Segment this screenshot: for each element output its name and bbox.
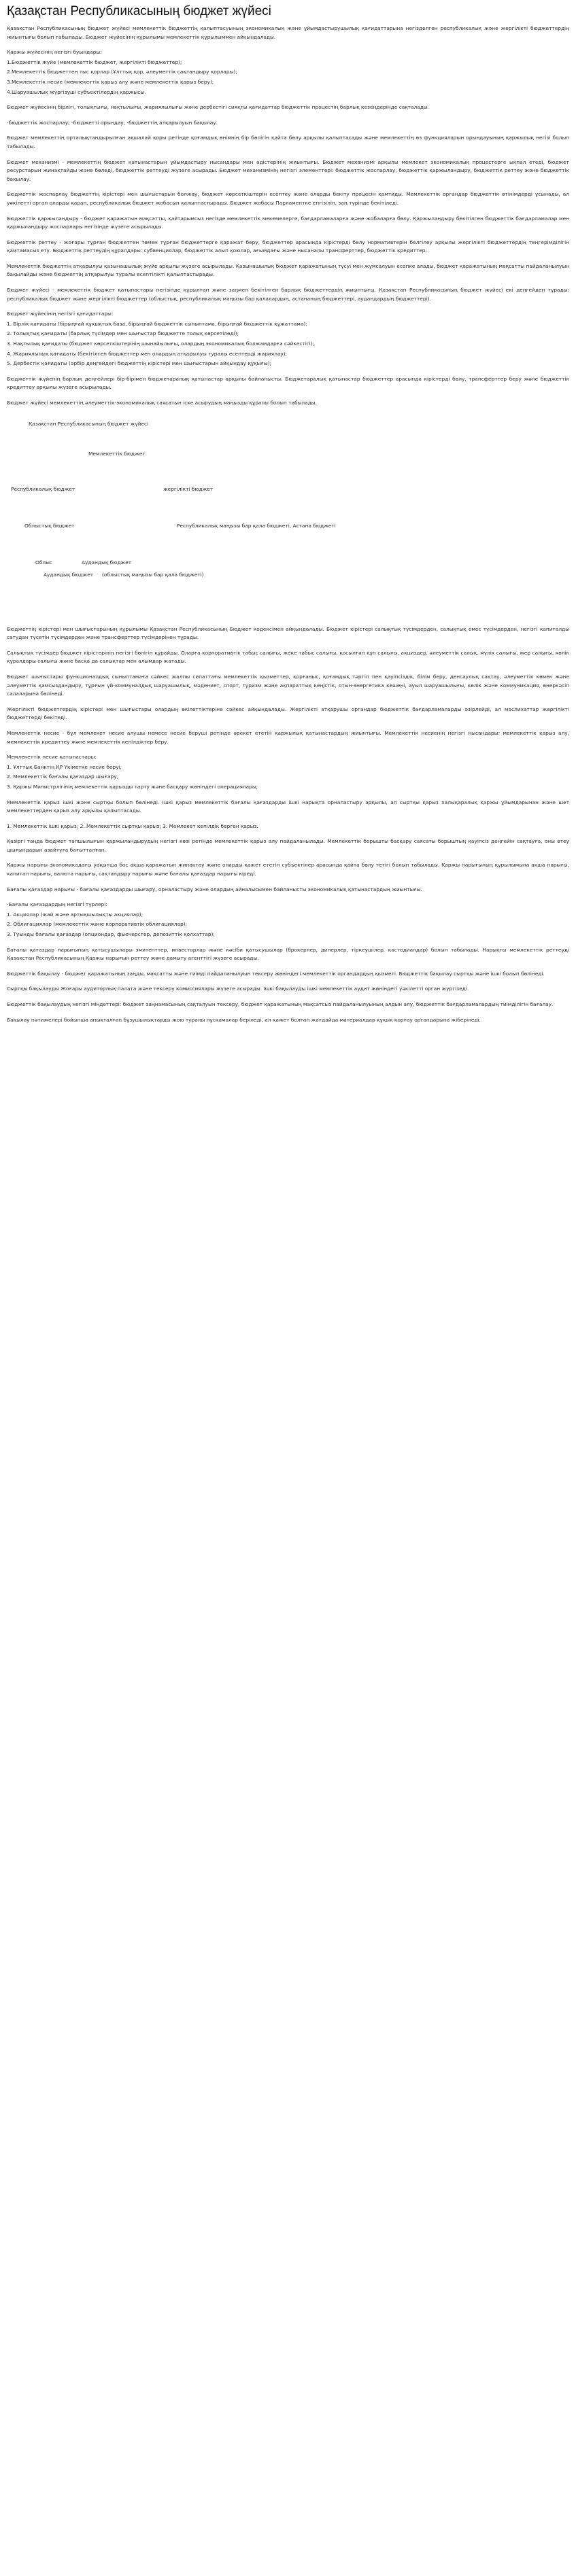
paragraph: Бюджет мемлекеттің орталықтандырылған ақшалай қоры ретінде қоғамдық өнімнің бір бөлігін қайта бөлу арқылы қалыптасады және мемлекеттің өз функцияларын орындауының қаржылық негізі болып табылады. bbox=[7, 135, 569, 150]
paragraph: Бюджеттік бақылау - бюджет қаражатының заңды, мақсатты және тиімді пайдаланылуын тексеру жөніндегі мемлекеттік органдардың қызметі. Бюджеттік бақылау сыртқы және ішкі болып бөлінеді. bbox=[7, 970, 545, 977]
list-item: 2. Облигациялар (мемлекеттік және корпоративтік облигациялар); bbox=[7, 921, 188, 928]
list-item: 3.Мемлекеттік несие (мемлекеттік қарыз алу және мемлекеттік қарыз беру); bbox=[7, 78, 214, 85]
paragraph: Бюджеттің кірістері мен шығыстарының құрылымы Қазақстан Республикасының Бюджет кодексімен айқындалады. Бюджет кірістері салықтық түсімдерден, салықтық емес түсімдерден, негізгі капиталды сатудан түсетін түсімдерден және трансферттер түсімдерінен тұрады. bbox=[7, 625, 569, 641]
list-item: 3. Қаржы Министрлігінің мемлекеттік қарызды тарту және басқару жөніндегі операциялары; bbox=[7, 783, 258, 790]
revenues-expenditures-section bbox=[7, 625, 569, 723]
paragraph: Қазақстан Республикасының бюджет жүйесі мемлекеттік бюджеттің қалыптасуының экономикалық және ұйымдастырушылық қағидаттарына негізделген республикалық және жергілікті бюджеттердің жиынтығы болып табылады. Бюджет жүйесінің құрылымы мемлекеттік құрылыммен айқындалады. bbox=[7, 25, 569, 40]
diagram-oblast-label: Облыстық бюджет bbox=[24, 522, 75, 529]
list-item: 4.Шаруашылық жүргізуші субъектілердің қаржысы. bbox=[7, 88, 146, 95]
paragraph: -бюджеттік жоспарлау; -бюджетті орындау; -бюджеттің атқарылуын бақылау. bbox=[7, 119, 218, 126]
page-title: Қазақстан Республикасының бюджет жүйесі bbox=[7, 4, 271, 18]
paragraph: Бақылау нәтижелері бойынша анықталған бұзушылықтарды жою туралы нұсқамалар беріледі, ал қажет болған жағдайда материалдар құқық қорғау органдарына жіберіледі. bbox=[7, 1016, 481, 1023]
list-item: 5. Дербестік қағидаты (әрбір деңгейдегі бюджеттің кірістері мен шығыстарын айқындау құқығы); bbox=[7, 360, 272, 367]
diagram-cities-label: Республикалық маңызы бар қала бюджеті, Астана бюджеті bbox=[177, 522, 336, 529]
paragraph: Мемлекеттік несие қатынастары: bbox=[7, 754, 97, 761]
paragraph: Бюджеттік реттеу - жоғары тұрған бюджеттен төмен тұрған бюджеттерге қаражат беру, бюджеттер арасында кірістерді бөлу нормативтерін белгілеу арқылы жергілікті бюджеттердің теңгерімділігін қамтамасыз ету. Бюджеттік реттеудің құралдары: субвенциялар, бюджеттік алып қоюлар, ағымдағы және нысаналы трансферттер, бюджеттік кредиттер. bbox=[7, 239, 569, 254]
list-item: 1. Бірлік қағидаты (бірыңғай құқықтық база, бірыңғай бюджеттік сыныптама, бірыңғай бюджеттік құжаттама); bbox=[7, 320, 307, 327]
paragraph: Қазіргі таңда бюджет тапшылығын қаржыландырудың негізгі көзі ретінде мемлекеттік қарыз алу пайдаланылады. Мемлекеттік борышты басқару саясаты борыштың қауіпсіз деңгейін сақтауға, оны өтеу шығындарын азайтуға бағытталған. bbox=[7, 838, 569, 853]
diagram-district2-label: Аудандық бюджет bbox=[82, 559, 132, 565]
list-item: 3. Нақтылық қағидаты (бюджет көрсеткіштерінің шынайылығы, олардың экономикалық болжамдарға сәйкестігі); bbox=[7, 341, 315, 347]
budget-structure-diagram bbox=[7, 415, 569, 619]
budget-system-section bbox=[7, 286, 569, 408]
state-credit-section bbox=[7, 729, 569, 855]
diagram-district-sub-label: (облыстық маңызы бар қала бюджеті) bbox=[102, 571, 204, 578]
document-page bbox=[0, 0, 576, 1024]
paragraph: Сыртқы бақылауды Жоғары аудиторлық палата және тексеру комиссиялары жүзеге асырады. Ішкі бақылауды ішкі мемлекеттік аудит жөніндегі уәкілетті орган жүргізеді. bbox=[7, 986, 469, 992]
paragraph: 1. Мемлекеттік ішкі қарыз; 2. Мемлекеттік сыртқы қарыз; 3. Мемлекет кепілдік берген қарыз. bbox=[7, 822, 258, 829]
paragraph: Мемлекеттік қарыз ішкі және сыртқы болып бөлінеді. Ішкі қарыз мемлекеттік бағалы қағаздарды ішкі нарықта орналастыру арқылы, ал сыртқы қарыз халықаралық қаржы ұйымдарынан және шет мемлекеттерден қарыз алу арқылы қалыптасады. bbox=[7, 799, 569, 814]
paragraph: Мемлекеттік несие - бұл мемлекет несие алушы немесе несие беруші ретінде әрекет ететін қаржылық қатынастардың жиынтығы. Мемлекеттік несиенің негізгі нысандары: мемлекеттік қарыз алу, мемлекеттік кредиттеу және мемлекеттік кепілдіктер беру. bbox=[7, 729, 569, 745]
diagram-top-label: Қазақстан Республикасының бюджет жүйесі bbox=[29, 420, 149, 427]
paragraph: Бюджет жүйесі - мемлекеттік бюджет қатынастары негізінде құрылған және заңмен бекітілген барлық бюджеттердің жиынтығы. Қазақстан Республикасының бюджет жүйесі екі деңгейден тұрады: республикалық бюджет және жергілікті бюджеттер (облыстық, республикалық маңызы бар қалалардың, астананың бюджеттері, аудандардың бюджеттері). bbox=[7, 287, 569, 302]
budget-control-section bbox=[7, 970, 569, 1024]
paragraph: Салықтық түсімдер бюджет кірістерінің негізгі бөлігін құрайды. Оларға корпоративтік табыс салығы, жеке табыс салығы, қосылған құн салығы, акциздер, әлеуметтік салық, мүлік салығы, жер салығы, көлік құралдары салығы және басқа да салықтар мен алымдар жатады. bbox=[7, 649, 569, 665]
list-item: 1. Ұлттық Банктің ҚР Үкіметке несие беруі; bbox=[7, 763, 122, 770]
paragraph: Бюджеттік бақылаудың негізгі міндеттері: бюджет заңнамасының сақталуын тексеру, бюджет қаражатының мақсатсыз пайдаланылуының алдын алу, бюджеттік бағдарламалардың тиімділігін бағалау. bbox=[7, 1001, 554, 1007]
paragraph: Жергілікті бюджеттердің кірістері мен шығыстары олардың өкілеттіктеріне сәйкес айқындалады. Жергілікті атқарушы органдар бюджеттік бағдарламаларды әзірлейді, ал мәслихаттар жергілікті бюджеттерді бекітеді. bbox=[7, 706, 569, 721]
diagram-republican-label: Республикалық бюджет bbox=[11, 485, 75, 492]
paragraph: Бюджет механизмі - мемлекеттің бюджет қатынастарын ұйымдастыру нысандары мен әдістерінің жиынтығы. Бюджет механизмі арқылы мемлекет экономикалық процестерге ықпал етеді, бюджет ресурстарын жинақтайды және бөледі, бюджеттік реттеуді жүзеге асырады. Бюджет механизмінің негізгі элементтері: бюджеттік жоспарлау, бюджеттік қаржыландыру, бюджеттік реттеу және бюджеттік бақылау. bbox=[7, 158, 569, 182]
list-item: 4. Жариялылық қағидаты (бекітілген бюджеттер мен олардың атқарылуы туралы есептерді жариялау); bbox=[7, 350, 288, 357]
list-item: 1. Акциялар (жай және артықшылықты акциялар); bbox=[7, 911, 143, 918]
intro-section bbox=[7, 24, 569, 152]
paragraph: Бюджет шығыстары функционалдық сыныптамаға сәйкес жалпы сипаттағы мемлекеттік қызметтер, қорғаныс, қоғамдық тәртіп пен қауіпсіздік, білім беру, денсаулық сақтау, әлеуметтік көмек және әлеуметтік қамсыздандыру, тұрғын үй-коммуналдық шаруашылық, мәдениет, спорт, туризм және ақпараттық кеңістік, отын-энергетика кешені, ауыл шаруашылығы, көлік және коммуникация, өнеркәсіп салаларына бөлінеді. bbox=[7, 673, 569, 697]
diagram-local-label: жергілікті бюджет bbox=[163, 485, 214, 492]
list-item: 3. Туынды бағалы қағаздар (опциондар, фьючерстер, депозиттік қолхаттар); bbox=[7, 931, 215, 938]
list-item: 2. Толықтық қағидаты (барлық түсімдер мен шығыстар бюджетте толық көрсетіледі); bbox=[7, 330, 239, 337]
paragraph: Бюджеттік қаржыландыру - бюджет қаражатын мақсатты, қайтарымсыз негізде мемлекеттік мекемелерге, бағдарламаларға және жобаларға бөлу. Қаржыландыру бекітілген бюджеттік бағдарламалар мен қаржыландыру жоспарлары негізінде жүзеге асырылады. bbox=[7, 215, 569, 230]
list-item: 2. Мемлекеттік бағалы қағаздар шығару; bbox=[7, 773, 119, 780]
paragraph: Бюджеттік жүйенің барлық деңгейлері бір-бірімен бюджетаралық қатынастар арқылы байланысты. Бюджетаралық қатынастар бюджеттер арасында кірістерді бөлу, трансферттер беру және бюджеттік кредиттеу арқылы жүзеге асырылады. bbox=[7, 375, 569, 391]
document-body bbox=[7, 24, 569, 1024]
paragraph: Мемлекеттік бюджеттің атқарылуы қазынашылық жүйе арқылы жүзеге асырылады. Қазынашылық бюджет қаражатының түсуі мен жұмсалуын есепке алады, бюджет қаражатының мақсатты пайдаланылуын бақылайды және бюджеттің атқарылуы туралы есептілікті қалыптастырады. bbox=[7, 262, 569, 278]
financial-market-section bbox=[7, 861, 569, 962]
budget-mechanism-section bbox=[7, 158, 569, 280]
list-item: 1.Бюджеттік жүйе (мемлекеттік бюджет, жергілікті бюджеттер); bbox=[7, 58, 182, 65]
paragraph: Бюджет жүйесінің негізгі қағидаттары: bbox=[7, 311, 114, 317]
paragraph: Қаржы нарығы экономикадағы уақытша бос ақша қаражатын жинақтау және оларды қажет ететін субъектілер арасында қайта бөлу тетігі болып табылады. Қаржы нарығының құрылымына ақша нарығы, капитал нарығы, валюта нарығы, сақтандыру нарығы және бағалы қағаздар нарығы кіреді. bbox=[7, 862, 569, 877]
paragraph: Бағалы қағаздар нарығы - бағалы қағаздарды шығару, орналастыру және олардың айналысымен байланысты экономикалық қатынастардың жиынтығы. bbox=[7, 886, 422, 892]
paragraph: Қаржы жүйесінің негізгі буындары: bbox=[7, 49, 102, 56]
paragraph: Бюджеттік жоспарлау бюджеттің кірістері мен шығыстарын болжау, бюджет көрсеткіштерін есептеу және оларды бекіту процесін қамтиды. Мемлекеттік органдар бюджеттік өтінімдерді ұсынады, ал уәкілетті орган оларды қарап, республикалық бюджет жобасын қалыптастырады. Бюджет жобасы Парламентке енгізіліп, заң түрінде бекітіледі. bbox=[7, 191, 569, 206]
diagram-district-label: Аудандық бюджет bbox=[44, 571, 94, 578]
paragraph: Бюджет жүйесі мемлекеттің әлеуметтік-экономикалық саясатын іске асырудың маңызды құралы болып табылады. bbox=[7, 400, 317, 406]
paragraph: Бюджет жүйесінің бірлігі, толықтығы, нақтылығы, жариялылығы және дербестігі сияқты қағидаттар бюджеттік процестің барлық кезеңдерінде сақталады. bbox=[7, 104, 430, 111]
diagram-state-budget-label: Мемлекеттік бюджет bbox=[88, 450, 146, 457]
diagram-oblast2-label: Облыс bbox=[35, 559, 52, 565]
paragraph: Бағалы қағаздар нарығының қатысушылары эмитенттер, инвесторлар және кәсіби қатысушылар (брокерлер, дилерлер, тіркеушілер, кастодиандар) болып табылады. Нарықты мемлекеттік реттеуді Қазақстан Республикасының Қаржы нарығын реттеу және дамыту агенттігі жүзеге асырады. bbox=[7, 946, 569, 962]
list-item: 2.Мемлекеттік бюджеттен тыс қорлар (Ұлттық қор, әлеуметтік сақтандыру қорлары); bbox=[7, 69, 237, 75]
paragraph: -Бағалы қағаздардың негізгі түрлері: bbox=[7, 901, 107, 908]
